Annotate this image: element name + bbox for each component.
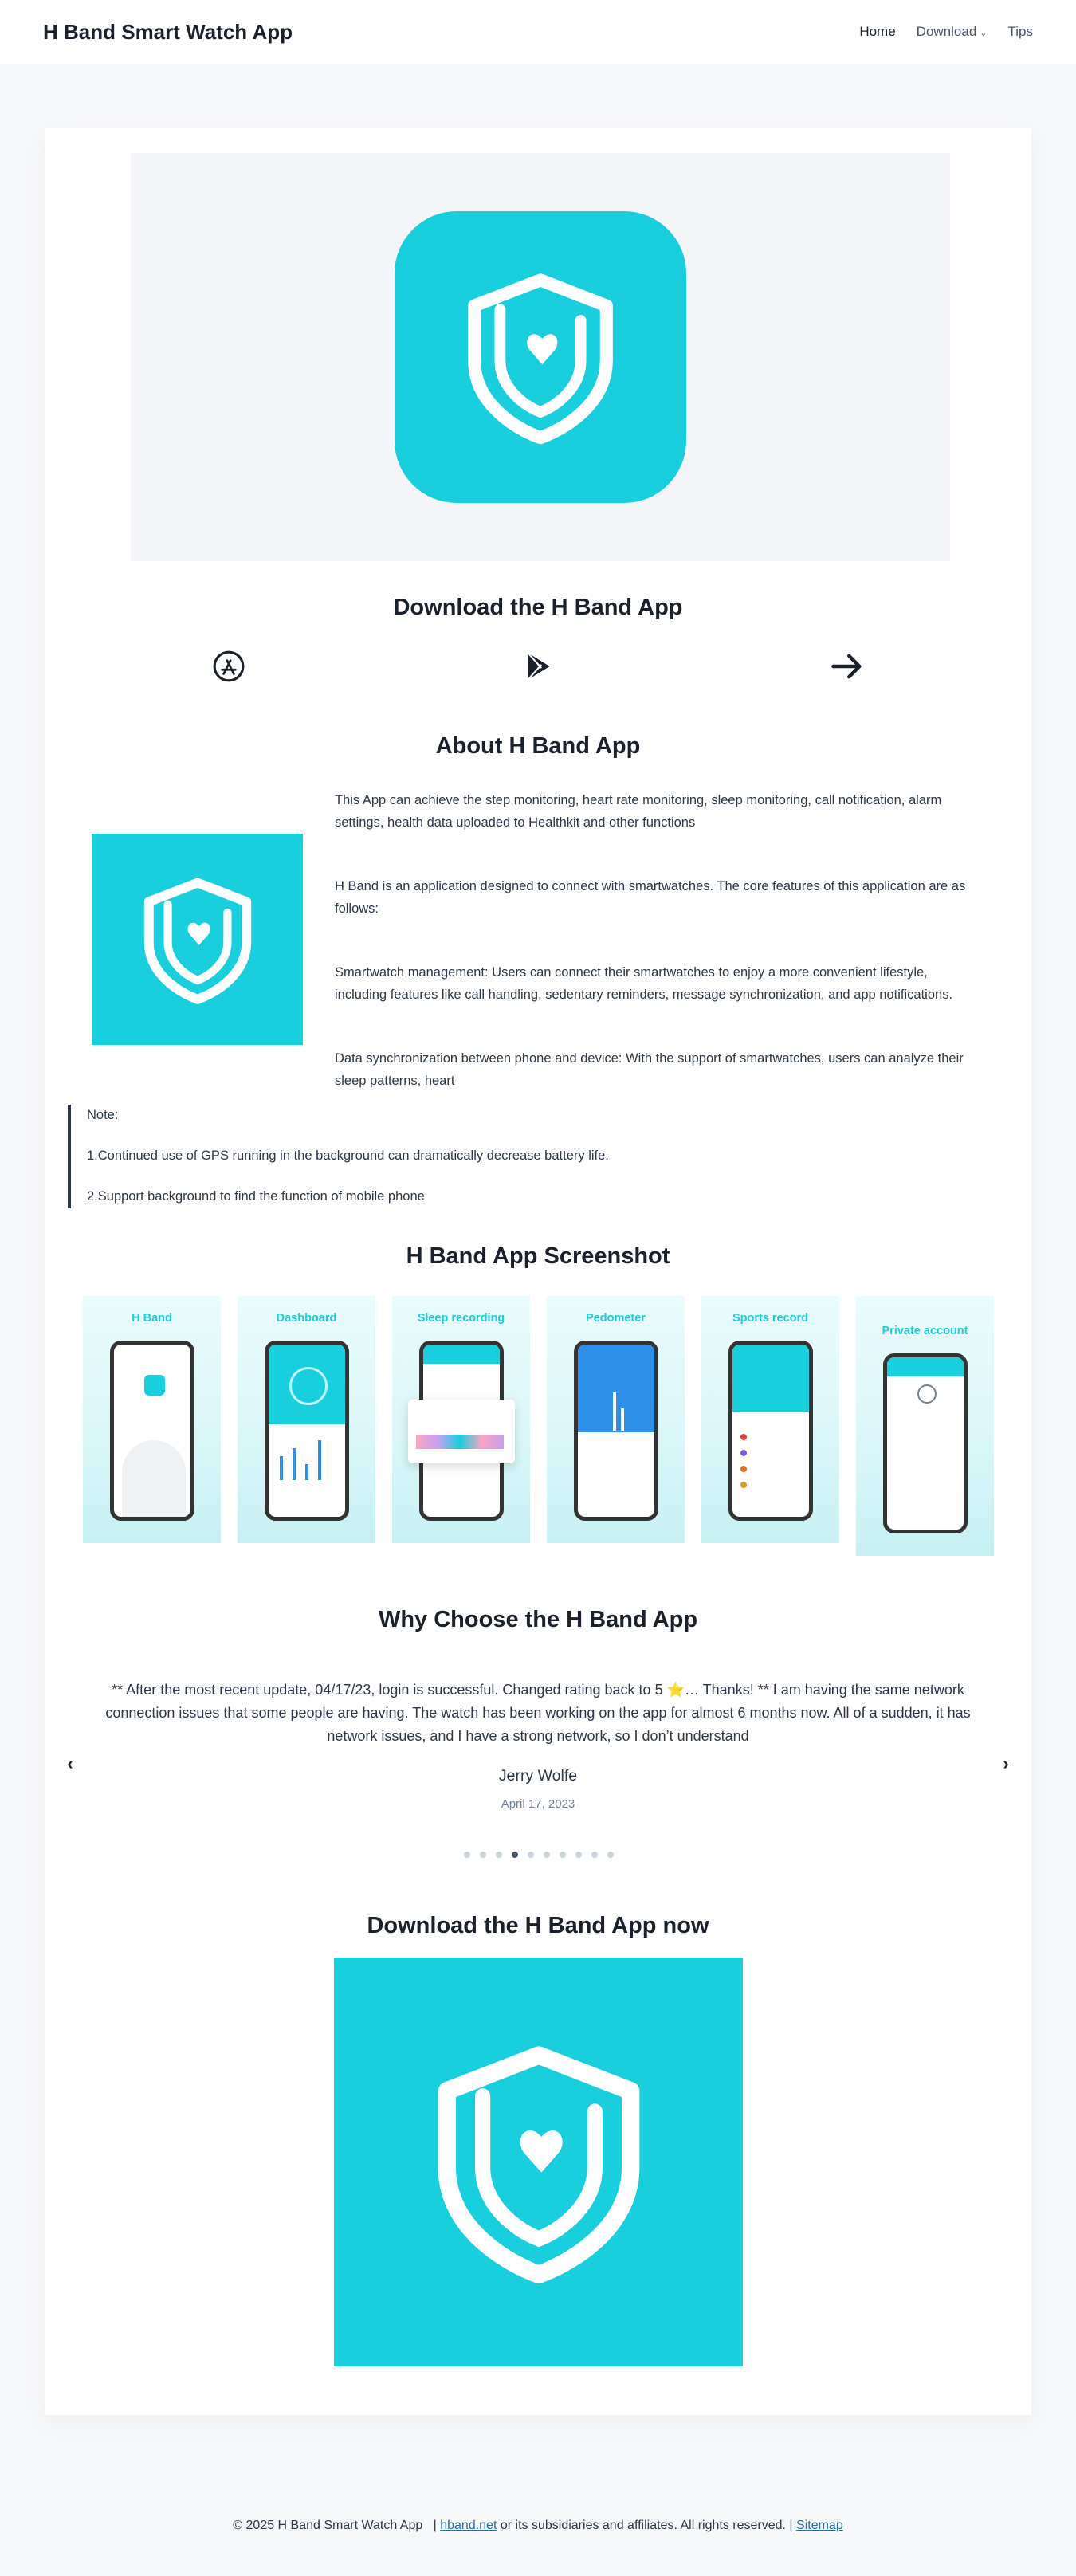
- screenshot-card[interactable]: [701, 1296, 839, 1543]
- screenshot-label: Dashboard: [276, 1312, 337, 1325]
- screenshot-card[interactable]: [83, 1296, 221, 1543]
- content-card: [45, 128, 1031, 2415]
- screenshot-card[interactable]: [856, 1296, 994, 1556]
- arrow-right-icon[interactable]: [827, 646, 867, 686]
- screenshot-label: Sports record: [732, 1312, 809, 1325]
- phone-mockup: [574, 1341, 658, 1521]
- note-item: 2.Support background to find the function of mobile phone: [87, 1189, 425, 1204]
- carousel-dot[interactable]: [560, 1852, 566, 1858]
- phone-mockup: [728, 1341, 813, 1521]
- nav-download-label: Download: [916, 24, 977, 39]
- download-now-title: Download the H Band App now: [367, 1913, 709, 1938]
- footer-site-link[interactable]: hband.net: [440, 2519, 497, 2532]
- about-paragraph: H Band is an application designed to connect with smartwatches. The core features of this application are as follows:: [335, 879, 966, 916]
- screenshot-card[interactable]: [547, 1296, 685, 1543]
- nav-tips[interactable]: [1008, 24, 1034, 40]
- app-logo-icon: [395, 211, 686, 503]
- nav-download[interactable]: [917, 24, 988, 40]
- nav-tips-label: Tips: [1007, 24, 1033, 39]
- chevron-left-icon: ‹: [67, 1753, 73, 1773]
- about-paragraph: This App can achieve the step monitoring, heart rate monitoring, sleep monitoring, call notification, alarm settings, health data uploaded to Healthkit and other functions: [335, 793, 942, 830]
- screenshot-card[interactable]: [392, 1296, 530, 1543]
- note-heading: Note:: [87, 1108, 119, 1122]
- note-block: [68, 1105, 984, 1208]
- main-nav: [859, 24, 1033, 40]
- chevron-right-icon: ›: [1003, 1753, 1009, 1773]
- footer-sitemap-link[interactable]: Sitemap: [796, 2519, 843, 2532]
- carousel-dot[interactable]: [544, 1852, 550, 1858]
- carousel-dots: [464, 1852, 614, 1858]
- download-app-logo[interactable]: [334, 1958, 743, 2366]
- phone-mockup: [110, 1341, 194, 1521]
- screenshot-title: H Band App Screenshot: [406, 1243, 670, 1269]
- hero-banner: [131, 153, 950, 561]
- about-logo-image: [92, 834, 303, 1045]
- footer-separator: |: [789, 2519, 793, 2532]
- note-item: 1.Continued use of GPS running in the background can dramatically decrease battery life.: [87, 1149, 609, 1163]
- screenshot-label: H Band: [132, 1312, 172, 1325]
- phone-mockup: [883, 1353, 968, 1533]
- site-title[interactable]: H Band Smart Watch App: [43, 19, 293, 44]
- footer-rights-text: or its subsidiaries and affiliates. All rights reserved.: [500, 2519, 786, 2532]
- about-paragraph: Data synchronization between phone and device: With the support of smartwatches, users can analyze their sleep patterns, heart: [335, 1051, 964, 1088]
- screenshot-card[interactable]: [238, 1296, 375, 1543]
- testimonial-author: Jerry Wolfe: [498, 1767, 578, 1785]
- carousel-dot[interactable]: [480, 1852, 486, 1858]
- carousel-dot[interactable]: [607, 1852, 614, 1858]
- screenshot-label: Sleep recording: [417, 1312, 505, 1325]
- site-footer: [0, 2519, 1076, 2533]
- phone-mockup: [265, 1341, 349, 1521]
- carousel-dot[interactable]: [496, 1852, 502, 1858]
- about-paragraph: Smartwatch management: Users can connect their smartwatches to enjoy a more convenient lifestyle, including features like call handling, sedentary reminders, message synchronization, and app notifications.: [335, 965, 953, 1002]
- testimonial-text: ** After the most recent update, 04/17/23, login is successful. Changed rating back to 5 ⭐… Thanks! ** I am having the same network connection issues that some people are having. The watch has been working on the app for almost 6 months now. All of a sudden, it has network issues, and I have a strong network, so I don’t understand: [105, 1682, 971, 1744]
- google-play-icon[interactable]: [518, 646, 558, 686]
- footer-copyright: © 2025 H Band Smart Watch App: [233, 2519, 423, 2532]
- footer-separator: |: [433, 2519, 437, 2532]
- download-title: Download the H Band App: [393, 595, 683, 620]
- screenshot-label: Private account: [882, 1325, 968, 1337]
- screenshot-label: Pedometer: [586, 1312, 646, 1325]
- chevron-down-icon: ⌄: [980, 28, 988, 38]
- carousel-dot[interactable]: [512, 1852, 518, 1858]
- app-store-icon[interactable]: [209, 646, 249, 686]
- why-title: Why Choose the H Band App: [378, 1607, 698, 1632]
- carousel-dot[interactable]: [528, 1852, 534, 1858]
- testimonial-date: April 17, 2023: [501, 1797, 575, 1811]
- nav-home-label: Home: [859, 24, 896, 39]
- carousel-dot[interactable]: [591, 1852, 598, 1858]
- carousel-dot[interactable]: [575, 1852, 582, 1858]
- nav-home[interactable]: [859, 24, 895, 40]
- carousel-dot[interactable]: [464, 1852, 470, 1858]
- site-header: [0, 0, 1076, 64]
- about-title: About H Band App: [435, 733, 641, 759]
